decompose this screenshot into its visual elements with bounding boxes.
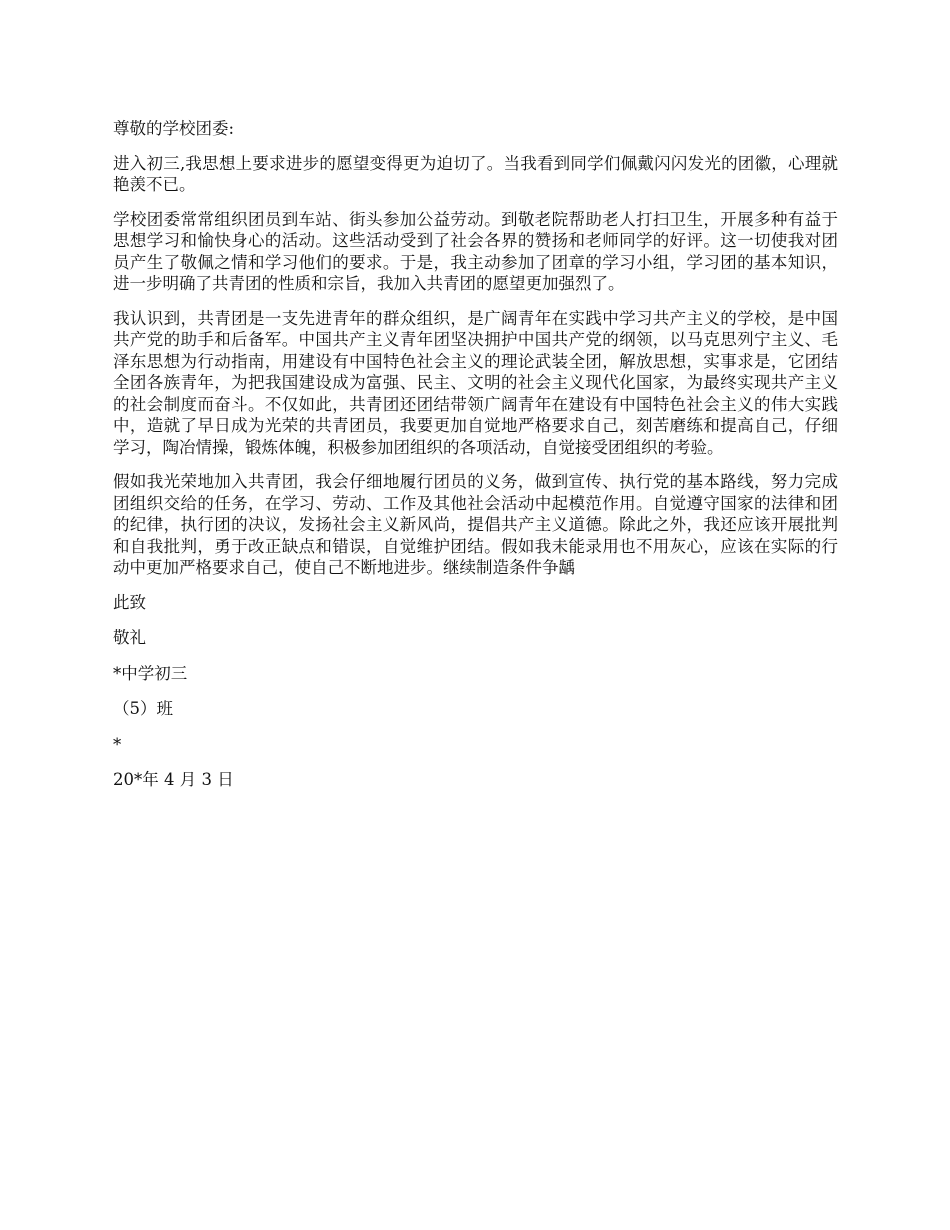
paragraph-1: 进入初三,我思想上要求进步的愿望变得更为迫切了。当我看到同学们佩戴闪闪发光的团徽，心理就艳羡不已。 xyxy=(113,153,838,194)
signature-name: * xyxy=(113,734,122,754)
signature-date: 20*年 4 月 3 日 xyxy=(113,770,234,789)
paragraph-3: 我认识到，共青团是一支先进青年的群众组织，是广阔青年在实践中学习共产主义的学校，是中国共产党的助手和后备军。中国共产主义青年团坚决拥护中国共产党的纲领，以马克思列宁主义、毛泽东思想为行动指南，用建设有中国特色社会主义的理论武装全团，解放思想，实事求是，它团结全团各族青年，为把我国建设成为富强、民主、文明的社会主义现代化国家，为最终实现共产主义的社会制度而奋斗。不仅如此，共青团还团结带领广阔青年在建设有中国特色社会主义的伟大实践中，造就了早日成为光荣的共青团员，我要更加自觉地严格要求自己，刻苦磨练和提高自己，仔细学习，陶冶情操，锻炼体魄，积极参加团组织的各项活动，自觉接受团组织的考验。 xyxy=(113,308,838,457)
paragraph-2: 学校团委常常组织团员到车站、街头参加公益劳动。到敬老院帮助老人打扫卫生，开展多种有益于思想学习和愉快身心的活动。这些活动受到了社会各界的赞扬和老师同学的好评。这一切使我对团员产生了敬佩之情和学习他们的要求。于是，我主动参加了团章的学习小组，学习团的基本知识，进一步明确了共青团的性质和宗旨，我加入共青团的愿望更加强烈了。 xyxy=(113,209,838,293)
signature-class: （5）班 xyxy=(113,699,173,718)
salutation: 尊敬的学校团委: xyxy=(113,119,235,138)
closing-salute: 敬礼 xyxy=(113,628,146,647)
paragraph-4: 假如我光荣地加入共青团，我会仔细地履行团员的义务，做到宣传、执行党的基本路线，努力完成团组织交给的任务，在学习、劳动、工作及其他社会活动中起模范作用。自觉遵守国家的法律和团的纪律，执行团的决议，发扬社会主义新风尚，提倡共产主义道德。除此之外，我还应该开展批判和自我批判，勇于改正缺点和错误，自觉维护团结。假如我未能录用也不用灰心，应该在实际的行动中更加严格要求自己，使自己不断地进步。继续制造条件争龋 xyxy=(113,472,838,577)
closing-greeting: 此致 xyxy=(113,592,146,612)
signature-school: *中学初三 xyxy=(113,663,188,683)
